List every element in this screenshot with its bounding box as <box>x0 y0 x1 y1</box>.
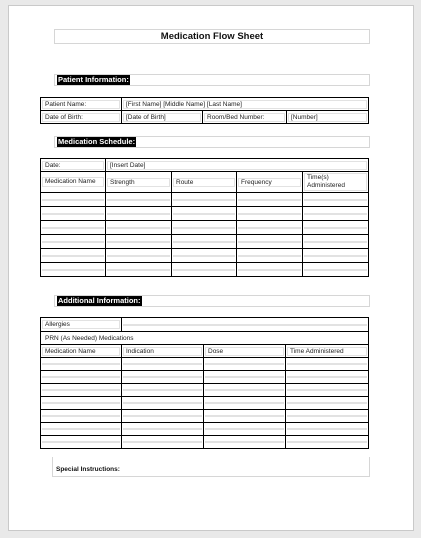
room-value: [Number] <box>288 113 367 122</box>
schedule-table-cell[interactable] <box>303 221 369 235</box>
schedule-table-cell[interactable] <box>172 221 237 235</box>
schedule-table-cell[interactable] <box>41 193 106 207</box>
allergies-field[interactable] <box>122 318 369 332</box>
prn-table-cell-inner <box>205 402 284 404</box>
patient-name-label: Patient Name: <box>42 100 120 109</box>
schedule-date-label: Date: <box>42 161 104 170</box>
schedule-date-field[interactable] <box>106 159 369 172</box>
prn-table-cell[interactable] <box>41 371 122 384</box>
schedule-table-cell-inner <box>42 199 104 201</box>
prn-table-cell[interactable] <box>204 410 286 423</box>
schedule-table-cell[interactable] <box>106 235 172 249</box>
prn-table-cell-inner <box>205 389 284 391</box>
schedule-table-cell[interactable] <box>172 207 237 221</box>
schedule-table-cell[interactable] <box>172 263 237 277</box>
prn-table-row <box>41 371 369 384</box>
schedule-col-header <box>41 172 106 193</box>
prn-label: PRN (As Needed) Medications <box>45 334 134 342</box>
schedule-table-cell-inner <box>304 199 367 201</box>
schedule-table-cell-inner <box>173 269 235 271</box>
schedule-table-cell[interactable] <box>303 235 369 249</box>
prn-table-cell[interactable] <box>41 358 122 371</box>
allergies-label: Allergies <box>42 320 120 329</box>
prn-table-cell[interactable] <box>122 397 204 410</box>
document-title: Medication Flow Sheet <box>54 29 370 44</box>
prn-table-cell-inner <box>287 415 367 417</box>
prn-table-row <box>41 397 369 410</box>
schedule-table-cell-inner <box>107 269 170 271</box>
schedule-col-header <box>106 172 172 193</box>
prn-table-cell-inner <box>123 376 202 378</box>
schedule-table-cell-inner <box>107 213 170 215</box>
schedule-table-cell[interactable] <box>41 263 106 277</box>
schedule-col-route: Route <box>173 178 235 187</box>
dob-label-cell <box>41 111 122 124</box>
schedule-table-cell[interactable] <box>106 221 172 235</box>
schedule-table-cell[interactable] <box>41 249 106 263</box>
schedule-table-cell-inner <box>238 199 301 201</box>
schedule-table-cell-inner <box>238 213 301 215</box>
patient-info-table <box>40 97 369 124</box>
prn-col-header <box>122 345 204 358</box>
patient-name-label-cell <box>41 98 122 111</box>
schedule-table-cell-inner <box>173 255 235 257</box>
prn-table-cell-inner <box>287 363 367 365</box>
prn-table-cell-inner <box>42 376 120 378</box>
schedule-table-cell-inner <box>304 255 367 257</box>
allergies-value <box>123 324 367 326</box>
prn-col-dose: Dose <box>205 347 284 356</box>
prn-table-cell[interactable] <box>286 384 369 397</box>
room-field[interactable] <box>287 111 369 124</box>
schedule-table-cell[interactable] <box>237 207 303 221</box>
schedule-table-cell-inner <box>304 269 367 271</box>
prn-table-cell[interactable] <box>122 410 204 423</box>
dob-field[interactable] <box>122 111 203 124</box>
schedule-table-cell[interactable] <box>237 235 303 249</box>
schedule-table-cell-inner <box>107 255 170 257</box>
schedule-table-row <box>41 249 369 263</box>
schedule-table-cell-inner <box>238 227 301 229</box>
prn-table-cell-inner <box>42 428 120 430</box>
prn-table-cell[interactable] <box>122 371 204 384</box>
allergies-label-cell <box>41 318 122 332</box>
prn-col-indication: Indication <box>123 347 202 356</box>
schedule-table-cell-inner <box>42 255 104 257</box>
prn-table-cell[interactable] <box>122 358 204 371</box>
prn-table-cell-inner <box>205 376 284 378</box>
document-page <box>8 5 414 531</box>
prn-table-cell-inner <box>42 441 120 443</box>
schedule-table-cell[interactable] <box>41 221 106 235</box>
prn-heading-cell <box>41 332 369 345</box>
schedule-table-cell-inner <box>304 213 367 215</box>
prn-table-cell-inner <box>42 415 120 417</box>
prn-table-cell-inner <box>287 376 367 378</box>
prn-table-cell[interactable] <box>122 436 204 449</box>
schedule-table-cell[interactable] <box>237 249 303 263</box>
prn-table-cell-inner <box>123 441 202 443</box>
prn-table-cell-inner <box>287 441 367 443</box>
schedule-table-cell[interactable] <box>237 221 303 235</box>
prn-table-cell[interactable] <box>286 410 369 423</box>
prn-table-cell-inner <box>205 428 284 430</box>
schedule-table-row <box>41 207 369 221</box>
schedule-date-value: [Insert Date] <box>107 161 367 170</box>
patient-name-field[interactable] <box>122 98 369 111</box>
prn-table-cell-inner <box>205 415 284 417</box>
prn-table-row <box>41 436 369 449</box>
prn-table-row <box>41 358 369 371</box>
schedule-table-cell-inner <box>238 255 301 257</box>
prn-table-row <box>41 410 369 423</box>
prn-table-cell[interactable] <box>204 371 286 384</box>
schedule-section-bar <box>54 136 370 148</box>
prn-table-cell[interactable] <box>286 371 369 384</box>
prn-table-cell-inner <box>287 402 367 404</box>
schedule-table-cell[interactable] <box>41 207 106 221</box>
prn-table-cell[interactable] <box>204 358 286 371</box>
prn-table-cell[interactable] <box>286 358 369 371</box>
prn-table-cell[interactable] <box>41 384 122 397</box>
patient-info-heading: Patient Information: <box>58 75 129 84</box>
prn-table-cell-inner <box>123 402 202 404</box>
schedule-col-medication-name: Medication Name <box>42 177 104 187</box>
schedule-col-header <box>172 172 237 193</box>
schedule-table-cell-inner <box>173 227 235 229</box>
schedule-table-cell[interactable] <box>303 249 369 263</box>
schedule-table-cell-inner <box>304 227 367 229</box>
prn-col-time-administered: Time Administered <box>287 347 367 356</box>
prn-table-cell-inner <box>287 389 367 391</box>
prn-table-cell-inner <box>205 363 284 365</box>
schedule-col-time-administered: Time(s) Administered <box>304 173 367 191</box>
prn-table-row <box>41 384 369 397</box>
schedule-table-row <box>41 193 369 207</box>
prn-table-cell[interactable] <box>41 410 122 423</box>
schedule-table-cell[interactable] <box>106 249 172 263</box>
schedule-table-cell-inner <box>42 269 104 271</box>
prn-col-header <box>286 345 369 358</box>
prn-table-row <box>41 423 369 436</box>
schedule-table-cell[interactable] <box>172 235 237 249</box>
schedule-col-header <box>303 172 369 193</box>
schedule-table-cell-inner <box>107 227 170 229</box>
prn-table-cell-inner <box>287 428 367 430</box>
schedule-table-cell-inner <box>173 199 235 201</box>
prn-table-cell[interactable] <box>41 423 122 436</box>
schedule-table-cell-inner <box>42 213 104 215</box>
prn-table-cell-inner <box>123 428 202 430</box>
prn-table-cell-inner <box>123 389 202 391</box>
special-instructions-label: Special Instructions: <box>56 466 120 473</box>
schedule-table-cell[interactable] <box>237 193 303 207</box>
prn-table-cell-inner <box>123 363 202 365</box>
additional-info-section-bar <box>54 295 370 307</box>
special-instructions-box[interactable] <box>52 457 370 477</box>
schedule-table-cell-inner <box>42 227 104 229</box>
schedule-table-cell[interactable] <box>172 193 237 207</box>
dob-value: [Date of Birth] <box>123 113 201 122</box>
schedule-table-cell-inner <box>173 213 235 215</box>
additional-info-table <box>40 317 369 449</box>
prn-table-cell[interactable] <box>204 423 286 436</box>
prn-table-cell[interactable] <box>204 436 286 449</box>
schedule-table-cell-inner <box>107 241 170 243</box>
medication-schedule-table <box>40 158 369 277</box>
schedule-table-cell[interactable] <box>237 263 303 277</box>
prn-col-medication-name: Medication Name <box>42 347 120 356</box>
prn-table-cell[interactable] <box>122 423 204 436</box>
schedule-table-row <box>41 263 369 277</box>
prn-table-cell-inner <box>205 441 284 443</box>
schedule-table-cell-inner <box>42 241 104 243</box>
additional-info-heading: Additional Information: <box>58 296 141 305</box>
prn-col-header <box>204 345 286 358</box>
prn-col-header <box>41 345 122 358</box>
prn-table-cell[interactable] <box>41 436 122 449</box>
schedule-table-cell-inner <box>304 241 367 243</box>
schedule-table-cell[interactable] <box>106 207 172 221</box>
schedule-col-strength: Strength <box>107 178 170 187</box>
prn-table-cell[interactable] <box>286 436 369 449</box>
dob-label: Date of Birth: <box>42 113 120 122</box>
prn-table-cell[interactable] <box>204 384 286 397</box>
schedule-table-cell[interactable] <box>172 249 237 263</box>
prn-table-cell[interactable] <box>286 423 369 436</box>
schedule-table-row <box>41 221 369 235</box>
schedule-table-cell[interactable] <box>41 235 106 249</box>
prn-table-cell-inner <box>42 402 120 404</box>
schedule-table-cell[interactable] <box>106 193 172 207</box>
schedule-table-cell[interactable] <box>303 193 369 207</box>
schedule-heading: Medication Schedule: <box>58 137 136 146</box>
prn-table-cell[interactable] <box>41 397 122 410</box>
schedule-table-cell[interactable] <box>106 263 172 277</box>
schedule-table-cell-inner <box>107 199 170 201</box>
schedule-col-frequency: Frequency <box>238 178 301 187</box>
room-label: Room/Bed Number: <box>204 113 285 122</box>
schedule-table-cell-inner <box>238 241 301 243</box>
prn-table-cell-inner <box>42 389 120 391</box>
schedule-table-row <box>41 235 369 249</box>
schedule-date-label-cell <box>41 159 106 172</box>
schedule-table-cell[interactable] <box>303 207 369 221</box>
prn-table-cell[interactable] <box>286 397 369 410</box>
prn-table-cell[interactable] <box>204 397 286 410</box>
schedule-table-cell[interactable] <box>303 263 369 277</box>
prn-table-cell-inner <box>42 363 120 365</box>
schedule-table-cell-inner <box>238 269 301 271</box>
schedule-table-cell-inner <box>173 241 235 243</box>
prn-table-cell-inner <box>123 415 202 417</box>
room-label-cell <box>203 111 287 124</box>
schedule-col-header <box>237 172 303 193</box>
patient-name-value: [First Name] [Middle Name] [Last Name] <box>123 100 367 109</box>
patient-info-section-bar <box>54 74 370 86</box>
prn-table-cell[interactable] <box>122 384 204 397</box>
